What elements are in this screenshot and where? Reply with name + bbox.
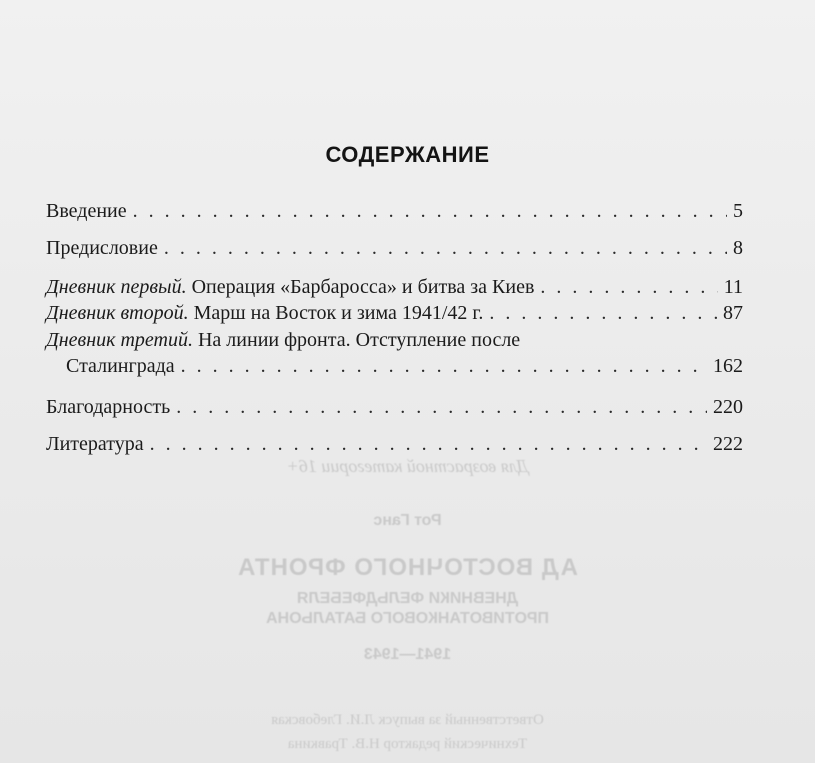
bleed-line: Ответственный за выпуск Л.И. Глебовская — [271, 712, 544, 728]
toc-entry — [66, 353, 743, 379]
dot-leader — [176, 394, 707, 420]
toc-entry-title-continued: Сталинграда — [66, 355, 175, 377]
toc-page-number: 11 — [723, 276, 743, 298]
dot-leader — [540, 274, 717, 300]
bleed-line: ДНЕВНИКИ ФЕЛЬДФЕБЕЛЯ — [296, 590, 519, 607]
dot-leader — [181, 353, 707, 379]
bleed-line: АД ВОСТОЧНОГО ФРОНТА — [237, 554, 578, 581]
toc-entry-title: Дневник третий. На линии фронта. Отступление после — [46, 329, 521, 351]
toc-entry — [46, 235, 743, 261]
toc-entry-title: Дневник второй. Марш на Восток и зима 1941/42 г. — [46, 302, 484, 324]
dot-leader — [489, 300, 717, 326]
toc-entry-title: Дневник первый. Операция «Барбаросса» и битва за Киев — [46, 276, 535, 298]
toc-page-number: 5 — [733, 200, 743, 222]
bleed-line: Рот Ганс — [373, 512, 442, 529]
toc-entry — [46, 198, 743, 224]
toc-page-number: 8 — [733, 237, 743, 259]
toc-page-number: 87 — [723, 302, 743, 324]
toc-entry-title: Предисловие — [46, 237, 158, 259]
dot-leader — [150, 431, 707, 457]
contents-heading: СОДЕРЖАНИЕ — [325, 142, 490, 167]
toc-page-number: 222 — [713, 433, 743, 455]
toc-entry — [46, 300, 743, 326]
toc-entry — [46, 274, 743, 300]
toc-entry-title: Благодарность — [46, 396, 171, 418]
dot-leader — [133, 198, 727, 224]
toc-entry — [46, 394, 743, 420]
toc-page-number: 162 — [713, 355, 743, 377]
bleed-line: 1941—1943 — [363, 646, 452, 663]
dot-leader — [164, 235, 727, 261]
bleed-line: Для возрастной категории 16+ — [286, 456, 529, 476]
bleed-line: ПРОТИВОТАНКОВОГО БАТАЛЬОНА — [266, 610, 549, 627]
toc-page-number: 220 — [713, 396, 743, 418]
toc-entry-title: Введение — [46, 200, 127, 222]
toc-entry — [46, 431, 743, 457]
bleed-line: Технический редактор Н.В. Травкина — [287, 736, 528, 752]
toc-entry-title: Литература — [46, 433, 144, 455]
